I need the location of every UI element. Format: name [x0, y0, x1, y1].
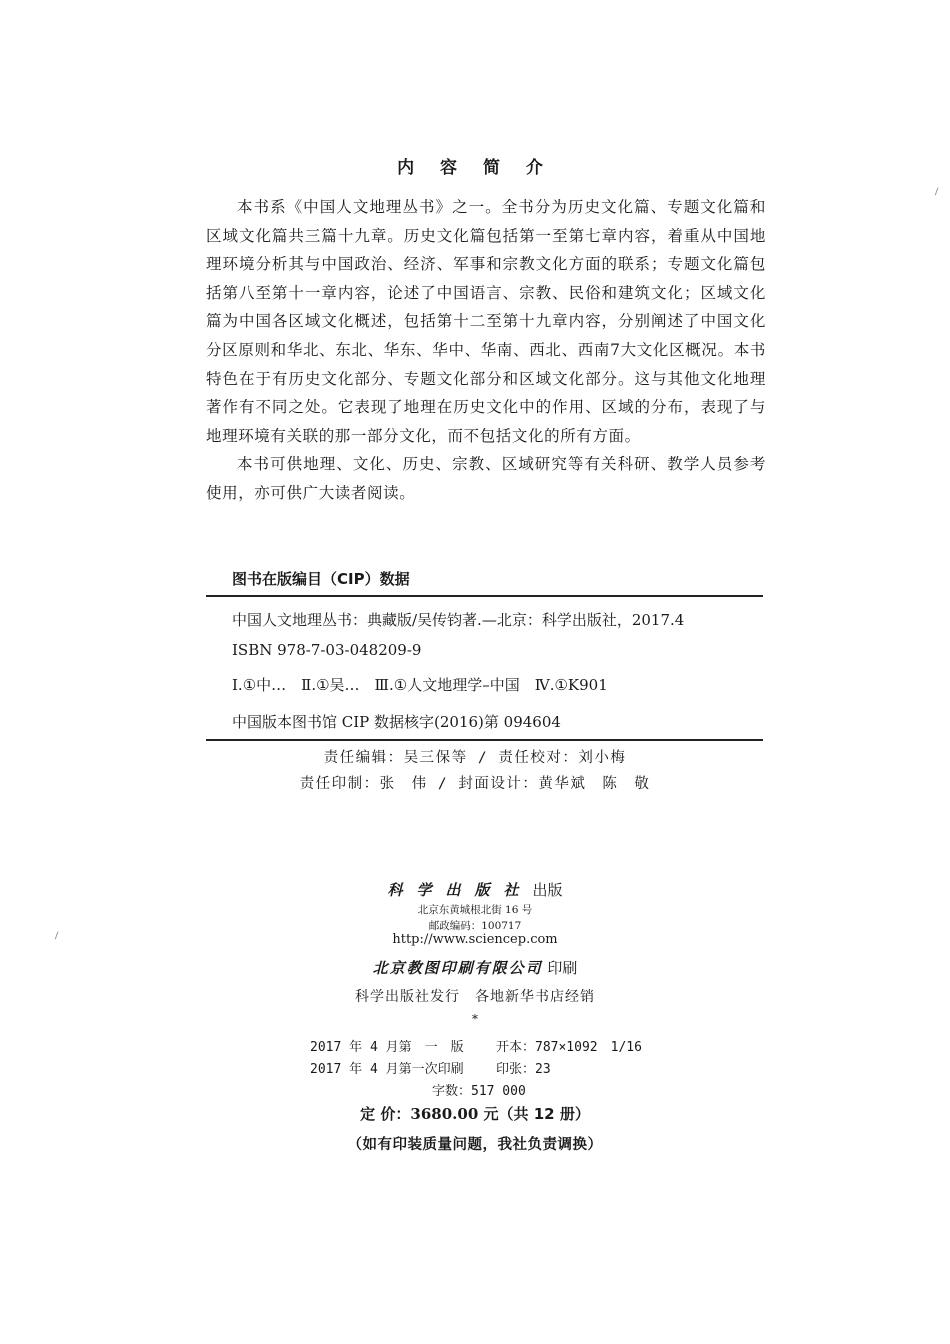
words-line: 字数：517 000: [432, 1084, 526, 1099]
intro-paragraph-1: 本书系《中国人文地理丛书》之一。全书分为历史文化篇、专题文化篇和区域文化篇共三篇十九章。历史文化篇包括第一至第七章内容，着重从中国地理环境分析其与中国政治、经济、军事和宗教文化方面的联系；专题文化篇包括第八至第十一章内容，论述了中国语言、宗教、民俗和建筑文化；区域文化篇为中国各区域文化概述，包括第十二至第十九章内容，分别阐述了中国文化分区原则和华北、东北、华东、华中、华南、西北、西南7大文化区概况。本书特色在于有历史文化部分、专题文化部分和区域文化部分。这与其他文化地理著作有不同之处。它表现了地理在历史文化中的作用、区域的分布，表现了与地理环境有关联的那一部分文化，而不包括文化的所有方面。: [206, 198, 766, 445]
cip-line-record-number: 中国版本图书馆 CIP 数据核字(2016)第 094604: [232, 713, 561, 731]
scan-speck: [935, 188, 941, 197]
publisher-line: [0, 879, 950, 900]
intro-text: [206, 193, 766, 508]
price-label: 定 价：: [360, 1105, 411, 1123]
publisher-address: 北京东黄城根北街 16 号: [417, 904, 533, 916]
format-line: 开本：787×1092 1/16: [496, 1040, 642, 1055]
distribution-line: 科学出版社发行 各地新华书店经销: [355, 989, 595, 1005]
cip-line-title: 中国人文地理丛书：典藏版/吴传钧著.—北京：科学出版社，2017.4: [232, 611, 685, 629]
edition-line: 2017 年 4 月第 一 版: [310, 1040, 464, 1055]
publisher-url: http://www.sciencep.com: [392, 932, 558, 947]
sheets-line: 印张：23: [496, 1062, 551, 1077]
intro-title: 内 容 简 介: [397, 158, 553, 178]
printer-suffix: 印刷: [547, 959, 578, 977]
print-line: 2017 年 4 月第一次印刷: [310, 1062, 464, 1077]
cip-bottom-rule: [206, 739, 763, 741]
cip-line-classification: Ⅰ.①中… Ⅱ.①吴… Ⅲ.①人文地理学–中国 Ⅳ.①K901: [232, 676, 608, 694]
price-line: [0, 1103, 950, 1124]
cip-top-rule: [206, 595, 763, 597]
printer-name: 北京教图印刷有限公司: [372, 959, 543, 977]
quality-note: （如有印装质量问题，我社负责调换）: [347, 1137, 603, 1153]
intro-paragraph-2: 本书可供地理、文化、历史、宗教、区域研究等有关科研、教学人员参考使用，亦可供广大读者阅读。: [206, 455, 766, 502]
cip-heading: 图书在版编目（CIP）数据: [232, 570, 410, 588]
publisher-postcode: 邮政编码：100717: [428, 920, 522, 932]
separator-star: *: [472, 1012, 478, 1026]
printer-line: [0, 957, 950, 978]
credit-editors: 责任编辑：吴三保等 / 责任校对：刘小梅: [323, 750, 627, 766]
price-unit: 元（共 12 册）: [483, 1105, 590, 1123]
cip-line-isbn: ISBN 978-7-03-048209-9: [232, 641, 422, 659]
credit-production: 责任印制：张 伟 / 封面设计：黄华斌 陈 敬: [299, 776, 651, 792]
price-value: 3680.00: [410, 1105, 479, 1123]
publisher-suffix: 出版: [532, 881, 563, 899]
publisher-name: 科学出版社: [387, 881, 533, 899]
